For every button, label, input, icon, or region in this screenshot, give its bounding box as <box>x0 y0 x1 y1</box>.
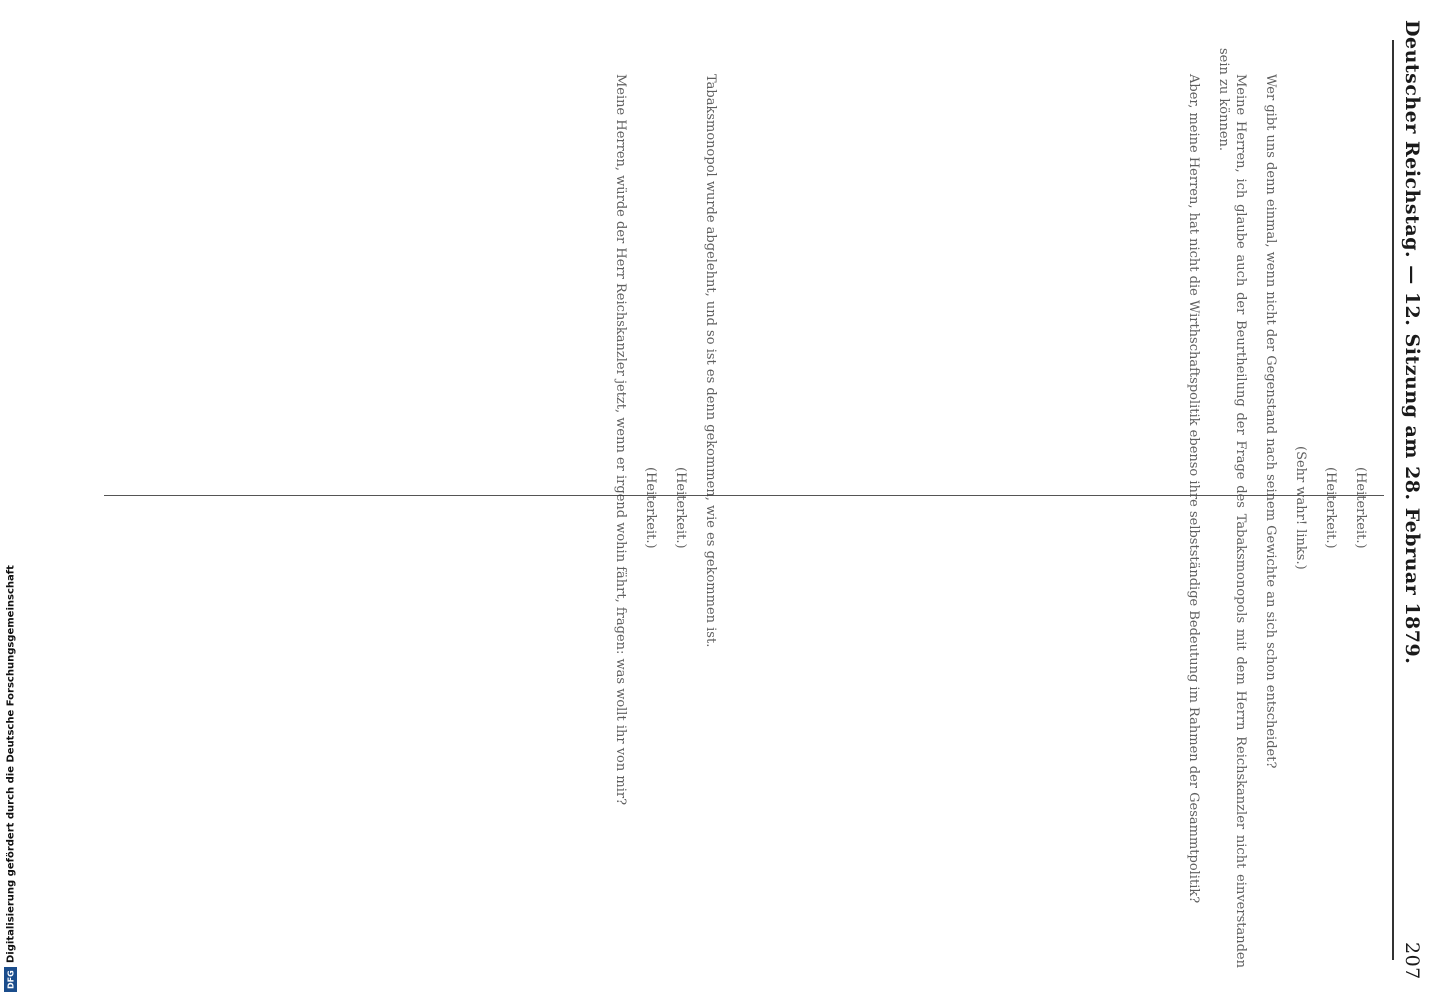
page-header <box>1398 20 1426 980</box>
paragraph: (Heiterkeit.) <box>1353 467 1368 549</box>
paragraph: Wer gibt uns denn einmal, wenn nicht der Gegenstand nach seinem Gewichte an sich schon entscheidet? <box>1263 74 1278 769</box>
paragraph: (Sehr wahr! links.) <box>1293 446 1308 570</box>
paragraph: Meine Herren, ich glaube auch der Beurtheilung der Frage des Tabaksmonopols mit dem Herrn Reichskanzler nicht einverstanden sein zu können. <box>1216 48 1248 968</box>
document-page <box>40 0 1432 1000</box>
paragraph: Aber, meine Herren, hat nicht die Wirthschaftspolitik ebenso ihre selbstständige Bedeutung im Rahmen der Gesammtpolitik? <box>1186 74 1201 904</box>
paragraph: (Heiterkeit.) <box>673 467 688 549</box>
paragraph: (Heiterkeit.) <box>643 467 658 549</box>
column-right <box>762 48 1382 968</box>
column-left <box>102 48 732 968</box>
page-header-title: Deutscher Reichstag. — 12. Sitzung am 28. Februar 1879. <box>1401 20 1423 665</box>
paragraph: (Heiterkeit.) <box>1323 467 1338 549</box>
digitization-credit-text: Digitalisierung gefördert durch die Deutsche Forschungsgemeinschaft <box>5 565 17 964</box>
digitization-credit <box>0 2 22 992</box>
dfg-logo: DFG <box>5 967 18 992</box>
paragraph: Meine Herren, würde der Herr Reichskanzler jetzt, wenn er irgend wohin fährt, fragen: was wollt ihr von mir? <box>613 74 628 806</box>
header-rule <box>1392 40 1394 960</box>
page-number: 207 <box>1401 942 1423 980</box>
paragraph: Tabaksmonopol wurde abgelehnt, und so ist es denn gekommen, wie es gekommen ist. <box>703 74 718 648</box>
